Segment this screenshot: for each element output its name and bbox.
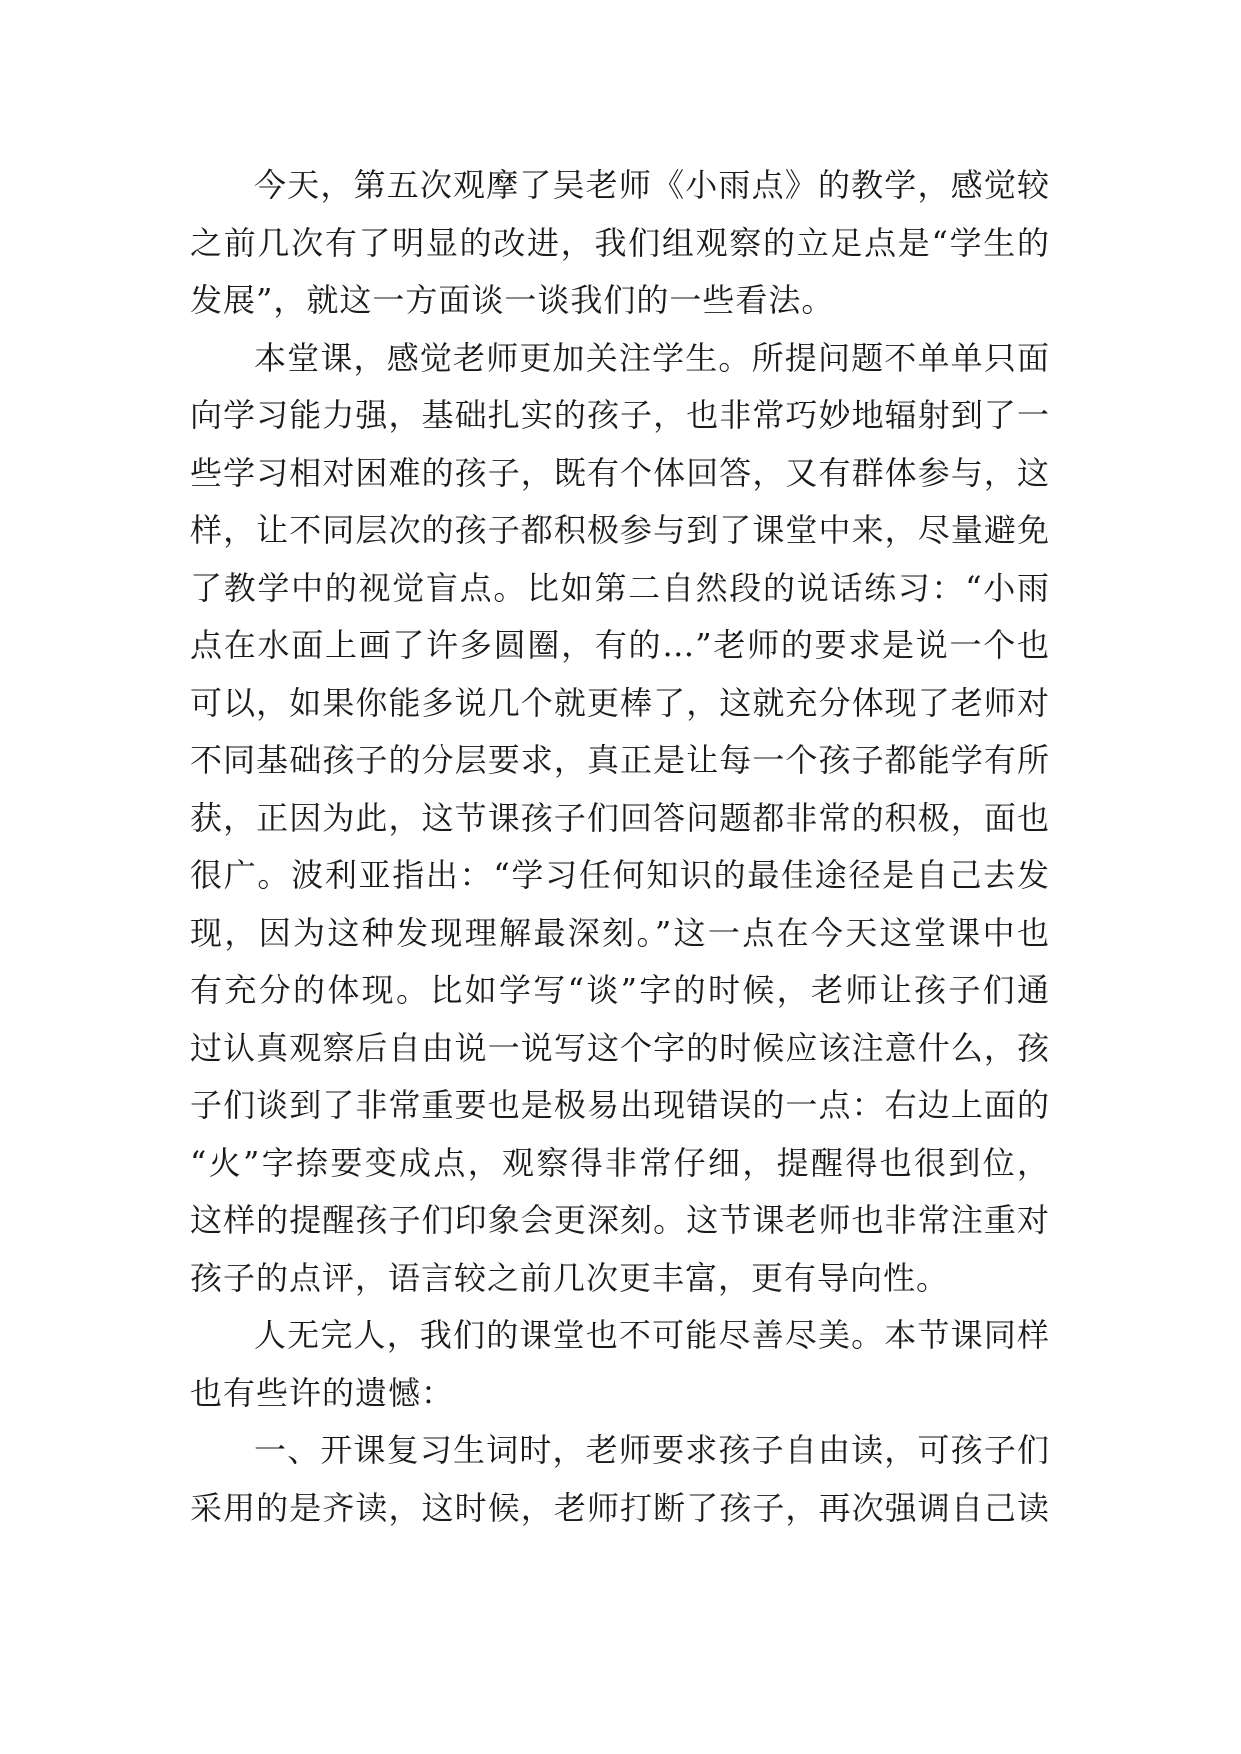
paragraph-3-line-2: 也有些许的遗憾： [190,1373,455,1412]
paragraph-1-line-2: 之前几次有了明显的改进，我们组观察的立足点是“学生的 [190,223,1050,262]
paragraph-2-line-12: 有充分的体现。比如学写“谈”字的时候，老师让孩子们通 [190,971,1050,1009]
paragraph-4-line-2: 采用的是齐读，这时候，老师打断了孩子，再次强调自己读 [190,1488,1050,1527]
paragraph-4-line-1: 一、开课复习生词时，老师要求孩子自由读，可孩子们 [254,1431,1050,1469]
paragraph-2-line-14: 子们谈到了非常重要也是极易出现错误的一点：右边上面的 [190,1086,1050,1124]
paragraph-2-line-8: 不同基础孩子的分层要求，真正是让每一个孩子都能学有所 [190,741,1050,779]
paragraph-2-line-2: 向学习能力强，基础扎实的孩子，也非常巧妙地辐射到了一 [190,396,1050,434]
paragraph-1-line-3: 发展”，就这一方面谈一谈我们的一些看法。 [190,281,835,319]
paragraph-1-line-1: 今天，第五次观摩了吴老师《小雨点》的教学，感觉较 [254,166,1050,204]
paragraph-2-line-10: 很广。波利亚指出：“学习任何知识的最佳途径是自己去发 [190,856,1050,894]
document-body [190,157,1050,1537]
paragraph-2-line-4: 样，让不同层次的孩子都积极参与到了课堂中来，尽量避免 [190,511,1050,549]
paragraph-2-line-13: 过认真观察后自由说一说写这个字的时候应该注意什么，孩 [190,1028,1050,1067]
paragraph-3-line-1: 人无完人，我们的课堂也不可能尽善尽美。本节课同样 [254,1316,1050,1354]
paragraph-2-line-16: 这样的提醒孩子们印象会更深刻。这节课老师也非常注重对 [190,1201,1050,1239]
paragraph-2-line-11: 现，因为这种发现理解最深刻。”这一点在今天这堂课中也 [190,913,1050,952]
paragraph-2-line-5: 了教学中的视觉盲点。比如第二自然段的说话练习：“小雨 [190,568,1050,607]
paragraph-2-line-3: 些学习相对困难的孩子，既有个体回答，又有群体参与，这 [190,453,1050,492]
paragraph-2-line-7: 可以，如果你能多说几个就更棒了，这就充分体现了老师对 [190,683,1050,722]
paragraph-2-line-15: “火”字捺要变成点，观察得非常仔细，提醒得也很到位， [190,1143,1050,1182]
paragraph-2-line-6: 点在水面上画了许多圆圈，有的…”老师的要求是说一个也 [190,626,1050,664]
paragraph-2-line-9: 获，正因为此，这节课孩子们回答问题都非常的积极，面也 [190,798,1050,837]
paragraph-2-line-17: 孩子的点评，语言较之前几次更丰富，更有导向性。 [190,1258,950,1297]
paragraph-2-line-1: 本堂课，感觉老师更加关注学生。所提问题不单单只面 [254,338,1050,377]
